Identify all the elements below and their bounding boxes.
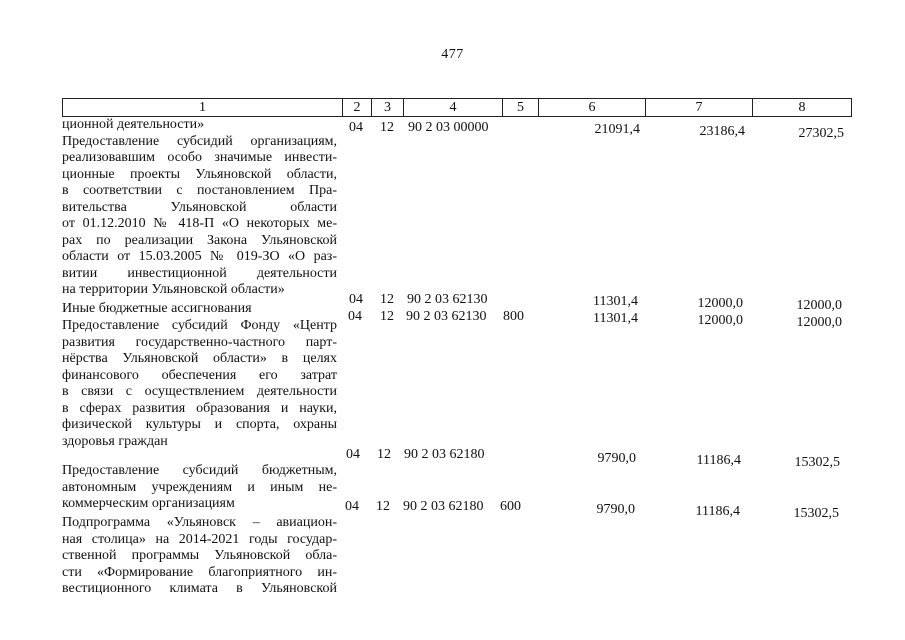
text-line: на территории Ульяновской области» (62, 282, 285, 297)
cell-subsection: 12 (380, 120, 394, 135)
text-line: в соответствии с постановлением Пра- (62, 183, 337, 198)
text-line: развития государственно-частного парт- (62, 334, 337, 350)
cell-amount-col8: 15302,5 (794, 455, 840, 470)
text-line: рах по реализации Закона Ульяновской (62, 232, 337, 248)
text-line: ционные проекты Ульяновской области, (62, 166, 337, 182)
text-line: области от 15.03.2005 № 019-ЗО «О раз- (62, 249, 337, 264)
text-line: вительства Ульяновской области (62, 199, 337, 215)
text-line: Предоставление субсидий бюджетным, (62, 463, 337, 478)
cell-amount-col8: 12000,0 (796, 315, 842, 330)
cell-expense-type: 800 (503, 309, 524, 324)
page-number: 477 (441, 47, 464, 62)
text-line: автономным учреждениям и иным не- (62, 479, 337, 495)
cell-target-article: 90 2 03 62130 (406, 309, 487, 324)
cell-amount-col6: 9790,0 (596, 502, 635, 517)
cell-amount-col8: 15302,5 (793, 506, 839, 521)
text-line: физической культуры и спорта, охраны (62, 417, 337, 432)
text-line: витии инвестиционной деятельности (62, 265, 337, 281)
header-col-1: 1 (63, 99, 343, 116)
text-line: коммерческим организациям (62, 496, 235, 511)
cell-subsection: 12 (377, 447, 391, 462)
text-line: в сферах развития образования и науки, (62, 400, 337, 416)
cell-target-article: 90 2 03 62180 (404, 447, 485, 462)
cell-amount-col6: 11301,4 (593, 294, 638, 309)
header-col-5: 5 (503, 99, 539, 116)
text-line: вестиционного климата в Ульяновской (62, 581, 337, 596)
header-col-4: 4 (404, 99, 503, 116)
description-block (62, 463, 337, 513)
description-block (62, 318, 337, 450)
description-block (62, 134, 337, 299)
cell-target-article: 90 2 03 00000 (408, 120, 489, 135)
text-line: ная столица» на 2014-2021 годы государ- (62, 531, 337, 547)
text-line: в связи с осуществлением деятельности (62, 384, 337, 399)
text-line: реализовавшим особо значимые инвести- (62, 150, 337, 165)
description-block (62, 301, 337, 318)
cell-amount-col8: 27302,5 (798, 126, 844, 141)
text-line: Подпрограмма «Ульяновск – авиацион- (62, 515, 337, 530)
text-line: от 01.12.2010 № 418-П «О некоторых ме- (62, 216, 337, 231)
header-col-7: 7 (646, 99, 753, 116)
cell-section: 04 (349, 120, 363, 135)
cell-amount-col7: 12000,0 (697, 313, 743, 328)
header-col-6: 6 (539, 99, 646, 116)
text-line: ционной деятельности» (62, 117, 205, 132)
header-col-2: 2 (343, 99, 372, 116)
description-block (62, 515, 337, 598)
text-line: ственной программы Ульяновской обла- (62, 548, 337, 563)
cell-expense-type: 600 (500, 499, 521, 514)
text-line: финансового обеспечения его затрат (62, 367, 337, 383)
table-header (62, 98, 852, 117)
text-line: нёрства Ульяновской области» в целях (62, 351, 337, 366)
cell-section: 04 (345, 499, 359, 514)
text-line: Предоставление субсидий Фонду «Центр (62, 318, 337, 333)
cell-section: 04 (346, 447, 360, 462)
text-line: Предоставление субсидий организациям, (62, 133, 337, 149)
header-col-8: 8 (798, 100, 806, 115)
cell-target-article: 90 2 03 62130 (407, 292, 488, 307)
cell-amount-col7: 12000,0 (697, 296, 743, 311)
cell-amount-col6: 11301,4 (593, 311, 638, 326)
text-line: здоровья граждан (62, 433, 168, 449)
cell-section: 04 (348, 309, 362, 324)
text-line: Иные бюджетные ассигнования (62, 301, 252, 316)
cell-amount-col6: 21091,4 (594, 122, 640, 137)
cell-section: 04 (349, 292, 363, 307)
cell-amount-col6: 9790,0 (597, 451, 636, 466)
cell-subsection: 12 (376, 499, 390, 514)
header-col-3: 3 (372, 99, 404, 116)
text-line: сти «Формирование благоприятного ин- (62, 564, 337, 580)
cell-target-article: 90 2 03 62180 (403, 499, 484, 514)
cell-amount-col7: 11186,4 (696, 453, 741, 468)
cell-amount-col7: 23186,4 (699, 124, 745, 139)
cell-amount-col7: 11186,4 (695, 504, 740, 519)
description-block (62, 117, 337, 134)
cell-subsection: 12 (380, 292, 394, 307)
cell-amount-col8: 12000,0 (796, 298, 842, 313)
cell-subsection: 12 (380, 309, 394, 324)
